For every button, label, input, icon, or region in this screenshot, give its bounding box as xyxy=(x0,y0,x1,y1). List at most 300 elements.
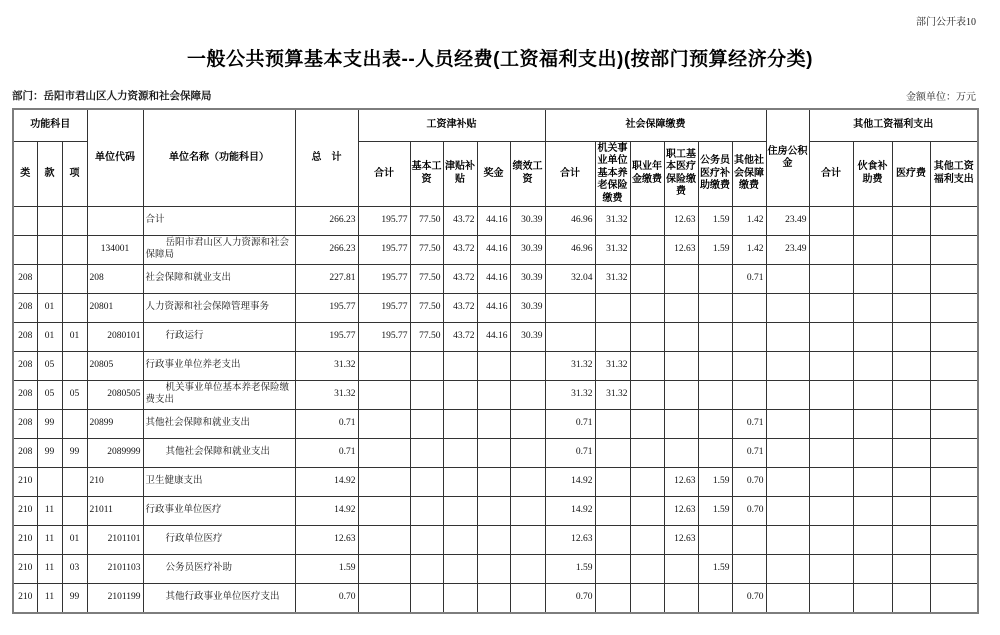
cell-other-welfare-total xyxy=(809,555,853,584)
cell-annuity-contrib xyxy=(630,207,664,236)
cell-performance-wage xyxy=(510,497,545,526)
page-title: 一般公共预算基本支出表--人员经费(工资福利支出)(按部门预算经济分类) xyxy=(187,49,813,70)
cell-other-ss-contrib: 1.42 xyxy=(732,207,766,236)
cell-xiang xyxy=(62,236,87,265)
cell-lei: 208 xyxy=(13,410,37,439)
cell-housing-fund xyxy=(766,468,809,497)
cell-medical-fee xyxy=(892,236,930,265)
cell-other-wage-welfare xyxy=(930,584,978,613)
cell-food-subsidy xyxy=(853,323,892,352)
cell-xiang xyxy=(62,294,87,323)
amount-unit-label: 金额单位：万元 xyxy=(906,92,976,103)
cell-other-welfare-total xyxy=(809,236,853,265)
col-header-pension-contrib: 机关事业单位基本养老保险缴费 xyxy=(595,141,630,207)
cell-kuan: 11 xyxy=(37,526,62,555)
cell-social-security-total: 31.32 xyxy=(545,381,595,410)
cell-medical-insurance-contrib xyxy=(664,555,698,584)
cell-allowance xyxy=(443,410,477,439)
cell-medical-fee xyxy=(892,497,930,526)
cell-annuity-contrib xyxy=(630,236,664,265)
cell-other-wage-welfare xyxy=(930,323,978,352)
cell-allowance xyxy=(443,381,477,410)
department-label: 部门：岳阳市君山区人力资源和社会保障局 xyxy=(12,90,212,102)
cell-pension-contrib xyxy=(595,294,630,323)
cell-social-security-total xyxy=(545,323,595,352)
cell-civil-servant-medical-contrib: 1.59 xyxy=(698,468,732,497)
cell-food-subsidy xyxy=(853,526,892,555)
cell-kuan: 05 xyxy=(37,381,62,410)
cell-medical-fee xyxy=(892,294,930,323)
cell-unit-name: 行政运行 xyxy=(143,323,295,352)
col-header-annuity-contrib: 职业年金缴费 xyxy=(630,141,664,207)
cell-medical-fee xyxy=(892,526,930,555)
cell-wage-subsidy-total: 195.77 xyxy=(358,323,410,352)
table-row xyxy=(13,265,978,294)
cell-medical-fee xyxy=(892,468,930,497)
col-header-medical-insurance-contrib: 职工基本医疗保险缴费 xyxy=(664,141,698,207)
cell-basic-wage xyxy=(410,584,443,613)
cell-medical-insurance-contrib xyxy=(664,439,698,468)
cell-annuity-contrib xyxy=(630,381,664,410)
cell-performance-wage: 30.39 xyxy=(510,294,545,323)
table-row xyxy=(13,526,978,555)
cell-kuan: 01 xyxy=(37,323,62,352)
cell-allowance: 43.72 xyxy=(443,236,477,265)
cell-housing-fund xyxy=(766,526,809,555)
header-group-row xyxy=(13,109,978,141)
cell-other-welfare-total xyxy=(809,352,853,381)
cell-kuan xyxy=(37,236,62,265)
table-row xyxy=(13,468,978,497)
cell-other-wage-welfare xyxy=(930,555,978,584)
cell-medical-fee xyxy=(892,352,930,381)
cell-housing-fund xyxy=(766,555,809,584)
cell-basic-wage: 77.50 xyxy=(410,294,443,323)
cell-bonus xyxy=(477,352,510,381)
cell-xiang: 99 xyxy=(62,584,87,613)
cell-medical-fee xyxy=(892,265,930,294)
cell-medical-insurance-contrib xyxy=(664,265,698,294)
cell-unit-code: 2080505 xyxy=(87,381,143,410)
cell-xiang xyxy=(62,410,87,439)
cell-civil-servant-medical-contrib xyxy=(698,526,732,555)
col-header-total: 总 计 xyxy=(295,109,358,207)
cell-food-subsidy xyxy=(853,584,892,613)
cell-lei: 208 xyxy=(13,323,37,352)
cell-other-wage-welfare xyxy=(930,207,978,236)
cell-total: 14.92 xyxy=(295,468,358,497)
cell-basic-wage: 77.50 xyxy=(410,265,443,294)
cell-bonus: 44.16 xyxy=(477,207,510,236)
cell-other-ss-contrib xyxy=(732,294,766,323)
cell-performance-wage xyxy=(510,468,545,497)
cell-medical-insurance-contrib xyxy=(664,410,698,439)
cell-xiang xyxy=(62,265,87,294)
cell-unit-code: 2101101 xyxy=(87,526,143,555)
cell-food-subsidy xyxy=(853,265,892,294)
cell-medical-insurance-contrib xyxy=(664,294,698,323)
cell-social-security-total: 0.71 xyxy=(545,410,595,439)
cell-wage-subsidy-total xyxy=(358,352,410,381)
cell-allowance: 43.72 xyxy=(443,265,477,294)
cell-total: 12.63 xyxy=(295,526,358,555)
cell-lei: 210 xyxy=(13,497,37,526)
cell-allowance xyxy=(443,584,477,613)
cell-unit-code: 21011 xyxy=(87,497,143,526)
col-header-other-wage-welfare: 其他工资福利支出 xyxy=(930,141,978,207)
cell-lei: 210 xyxy=(13,526,37,555)
cell-bonus xyxy=(477,381,510,410)
cell-kuan: 05 xyxy=(37,352,62,381)
cell-pension-contrib: 31.32 xyxy=(595,207,630,236)
cell-other-wage-welfare xyxy=(930,294,978,323)
cell-wage-subsidy-total: 195.77 xyxy=(358,265,410,294)
cell-lei xyxy=(13,207,37,236)
cell-kuan: 11 xyxy=(37,555,62,584)
cell-basic-wage xyxy=(410,410,443,439)
cell-xiang: 99 xyxy=(62,439,87,468)
cell-unit-code: 2101103 xyxy=(87,555,143,584)
cell-basic-wage xyxy=(410,352,443,381)
cell-wage-subsidy-total xyxy=(358,439,410,468)
cell-basic-wage xyxy=(410,555,443,584)
cell-allowance: 43.72 xyxy=(443,294,477,323)
cell-other-wage-welfare xyxy=(930,410,978,439)
cell-performance-wage xyxy=(510,410,545,439)
cell-food-subsidy xyxy=(853,439,892,468)
cell-unit-name: 岳阳市君山区人力资源和社会保障局 xyxy=(143,236,295,265)
cell-lei xyxy=(13,236,37,265)
cell-total: 0.71 xyxy=(295,439,358,468)
cell-kuan xyxy=(37,207,62,236)
cell-pension-contrib: 31.32 xyxy=(595,236,630,265)
cell-medical-insurance-contrib: 12.63 xyxy=(664,207,698,236)
cell-xiang: 01 xyxy=(62,323,87,352)
cell-other-welfare-total xyxy=(809,468,853,497)
cell-total: 195.77 xyxy=(295,294,358,323)
cell-annuity-contrib xyxy=(630,555,664,584)
cell-civil-servant-medical-contrib xyxy=(698,410,732,439)
cell-medical-fee xyxy=(892,207,930,236)
cell-performance-wage xyxy=(510,439,545,468)
cell-unit-code: 208 xyxy=(87,265,143,294)
cell-wage-subsidy-total xyxy=(358,497,410,526)
cell-wage-subsidy-total xyxy=(358,410,410,439)
cell-other-wage-welfare xyxy=(930,526,978,555)
cell-unit-name: 行政单位医疗 xyxy=(143,526,295,555)
cell-medical-insurance-contrib: 12.63 xyxy=(664,526,698,555)
cell-housing-fund xyxy=(766,294,809,323)
table-row xyxy=(13,236,978,265)
cell-other-wage-welfare xyxy=(930,439,978,468)
cell-civil-servant-medical-contrib xyxy=(698,439,732,468)
cell-lei: 210 xyxy=(13,468,37,497)
cell-other-wage-welfare xyxy=(930,236,978,265)
cell-kuan xyxy=(37,265,62,294)
cell-total: 266.23 xyxy=(295,207,358,236)
cell-unit-name: 社会保障和就业支出 xyxy=(143,265,295,294)
cell-other-wage-welfare xyxy=(930,468,978,497)
cell-pension-contrib: 31.32 xyxy=(595,265,630,294)
cell-wage-subsidy-total xyxy=(358,584,410,613)
col-header-other-welfare-group: 其他工资福利支出 xyxy=(809,109,978,141)
cell-other-welfare-total xyxy=(809,381,853,410)
cell-other-wage-welfare xyxy=(930,497,978,526)
cell-other-wage-welfare xyxy=(930,265,978,294)
cell-food-subsidy xyxy=(853,468,892,497)
cell-wage-subsidy-total: 195.77 xyxy=(358,294,410,323)
cell-bonus: 44.16 xyxy=(477,294,510,323)
cell-pension-contrib: 31.32 xyxy=(595,381,630,410)
cell-other-ss-contrib: 0.70 xyxy=(732,497,766,526)
cell-pension-contrib xyxy=(595,439,630,468)
budget-table xyxy=(12,108,979,614)
cell-medical-insurance-contrib: 12.63 xyxy=(664,236,698,265)
table-row xyxy=(13,439,978,468)
cell-xiang: 01 xyxy=(62,526,87,555)
cell-basic-wage xyxy=(410,439,443,468)
table-row xyxy=(13,352,978,381)
cell-xiang: 05 xyxy=(62,381,87,410)
cell-performance-wage xyxy=(510,352,545,381)
col-header-kuan: 款 xyxy=(37,141,62,207)
cell-other-ss-contrib: 1.42 xyxy=(732,236,766,265)
cell-unit-code: 210 xyxy=(87,468,143,497)
col-header-xiang: 项 xyxy=(62,141,87,207)
cell-total: 0.71 xyxy=(295,410,358,439)
cell-unit-name: 其他社会保障和就业支出 xyxy=(143,410,295,439)
cell-housing-fund: 23.49 xyxy=(766,207,809,236)
cell-medical-fee xyxy=(892,323,930,352)
cell-performance-wage xyxy=(510,555,545,584)
cell-unit-code: 20805 xyxy=(87,352,143,381)
col-header-food-subsidy: 伙食补助费 xyxy=(853,141,892,207)
cell-annuity-contrib xyxy=(630,584,664,613)
col-header-allowance: 津贴补贴 xyxy=(443,141,477,207)
cell-food-subsidy xyxy=(853,381,892,410)
cell-unit-name: 公务员医疗补助 xyxy=(143,555,295,584)
cell-medical-insurance-contrib: 12.63 xyxy=(664,468,698,497)
cell-unit-name: 合计 xyxy=(143,207,295,236)
col-header-social-security-group: 社会保障缴费 xyxy=(545,109,766,141)
cell-housing-fund xyxy=(766,410,809,439)
cell-civil-servant-medical-contrib xyxy=(698,381,732,410)
cell-bonus xyxy=(477,526,510,555)
cell-total: 1.59 xyxy=(295,555,358,584)
cell-annuity-contrib xyxy=(630,468,664,497)
cell-basic-wage xyxy=(410,497,443,526)
col-header-bonus: 奖金 xyxy=(477,141,510,207)
cell-kuan: 01 xyxy=(37,294,62,323)
cell-allowance: 43.72 xyxy=(443,207,477,236)
table-row xyxy=(13,497,978,526)
cell-performance-wage: 30.39 xyxy=(510,265,545,294)
cell-social-security-total: 32.04 xyxy=(545,265,595,294)
cell-unit-code: 134001 xyxy=(87,236,143,265)
col-header-civil-servant-medical-contrib: 公务员医疗补助缴费 xyxy=(698,141,732,207)
cell-housing-fund xyxy=(766,265,809,294)
cell-medical-fee xyxy=(892,584,930,613)
cell-food-subsidy xyxy=(853,555,892,584)
cell-unit-name: 人力资源和社会保障管理事务 xyxy=(143,294,295,323)
cell-unit-code: 20899 xyxy=(87,410,143,439)
cell-other-ss-contrib: 0.71 xyxy=(732,439,766,468)
cell-bonus xyxy=(477,584,510,613)
cell-performance-wage: 30.39 xyxy=(510,236,545,265)
table-row xyxy=(13,584,978,613)
cell-bonus xyxy=(477,410,510,439)
cell-performance-wage xyxy=(510,381,545,410)
cell-xiang: 03 xyxy=(62,555,87,584)
cell-bonus xyxy=(477,555,510,584)
cell-annuity-contrib xyxy=(630,526,664,555)
cell-pension-contrib xyxy=(595,410,630,439)
cell-basic-wage: 77.50 xyxy=(410,236,443,265)
cell-civil-servant-medical-contrib: 1.59 xyxy=(698,236,732,265)
cell-other-welfare-total xyxy=(809,439,853,468)
cell-other-ss-contrib: 0.70 xyxy=(732,468,766,497)
cell-unit-code: 2089999 xyxy=(87,439,143,468)
table-row xyxy=(13,294,978,323)
cell-housing-fund: 23.49 xyxy=(766,236,809,265)
cell-total: 266.23 xyxy=(295,236,358,265)
cell-unit-name: 卫生健康支出 xyxy=(143,468,295,497)
cell-housing-fund xyxy=(766,352,809,381)
cell-lei: 208 xyxy=(13,294,37,323)
cell-civil-servant-medical-contrib xyxy=(698,584,732,613)
cell-bonus: 44.16 xyxy=(477,265,510,294)
cell-social-security-total xyxy=(545,294,595,323)
cell-medical-insurance-contrib xyxy=(664,323,698,352)
cell-other-wage-welfare xyxy=(930,381,978,410)
cell-other-ss-contrib: 0.70 xyxy=(732,584,766,613)
table-row xyxy=(13,207,978,236)
cell-pension-contrib xyxy=(595,555,630,584)
cell-total: 195.77 xyxy=(295,323,358,352)
cell-other-ss-contrib xyxy=(732,381,766,410)
table-row xyxy=(13,381,978,410)
cell-social-security-total: 31.32 xyxy=(545,352,595,381)
cell-civil-servant-medical-contrib xyxy=(698,323,732,352)
cell-annuity-contrib xyxy=(630,265,664,294)
cell-housing-fund xyxy=(766,497,809,526)
cell-other-wage-welfare xyxy=(930,352,978,381)
cell-wage-subsidy-total: 195.77 xyxy=(358,207,410,236)
col-header-other-welfare-total: 合计 xyxy=(809,141,853,207)
cell-civil-servant-medical-contrib: 1.59 xyxy=(698,555,732,584)
table-body xyxy=(13,207,978,613)
cell-lei: 208 xyxy=(13,381,37,410)
cell-total: 31.32 xyxy=(295,381,358,410)
cell-bonus: 44.16 xyxy=(477,236,510,265)
col-header-wage-group: 工资津补贴 xyxy=(358,109,545,141)
cell-performance-wage: 30.39 xyxy=(510,323,545,352)
col-header-ss-total: 合计 xyxy=(545,141,595,207)
cell-bonus: 44.16 xyxy=(477,323,510,352)
cell-allowance xyxy=(443,497,477,526)
cell-other-ss-contrib: 0.71 xyxy=(732,410,766,439)
cell-lei: 208 xyxy=(13,352,37,381)
cell-lei: 208 xyxy=(13,439,37,468)
cell-civil-servant-medical-contrib xyxy=(698,294,732,323)
cell-unit-code xyxy=(87,207,143,236)
cell-total: 14.92 xyxy=(295,497,358,526)
cell-unit-code: 2101199 xyxy=(87,584,143,613)
cell-allowance xyxy=(443,352,477,381)
cell-allowance xyxy=(443,555,477,584)
col-header-lei: 类 xyxy=(13,141,37,207)
cell-total: 0.70 xyxy=(295,584,358,613)
cell-social-security-total: 0.70 xyxy=(545,584,595,613)
cell-allowance xyxy=(443,468,477,497)
cell-unit-code: 20801 xyxy=(87,294,143,323)
cell-medical-insurance-contrib xyxy=(664,584,698,613)
cell-social-security-total: 14.92 xyxy=(545,497,595,526)
cell-other-ss-contrib xyxy=(732,352,766,381)
cell-lei: 210 xyxy=(13,584,37,613)
cell-social-security-total: 14.92 xyxy=(545,468,595,497)
cell-wage-subsidy-total xyxy=(358,526,410,555)
cell-bonus xyxy=(477,497,510,526)
cell-medical-fee xyxy=(892,381,930,410)
cell-other-ss-contrib: 0.71 xyxy=(732,265,766,294)
cell-unit-name: 行政事业单位养老支出 xyxy=(143,352,295,381)
cell-wage-subsidy-total xyxy=(358,555,410,584)
cell-allowance: 43.72 xyxy=(443,323,477,352)
cell-total: 31.32 xyxy=(295,352,358,381)
cell-other-welfare-total xyxy=(809,584,853,613)
cell-xiang xyxy=(62,497,87,526)
cell-lei: 208 xyxy=(13,265,37,294)
cell-annuity-contrib xyxy=(630,497,664,526)
col-header-unit-code: 单位代码 xyxy=(87,109,143,207)
cell-social-security-total: 46.96 xyxy=(545,236,595,265)
col-header-wage-total: 合计 xyxy=(358,141,410,207)
cell-other-ss-contrib xyxy=(732,555,766,584)
cell-pension-contrib xyxy=(595,526,630,555)
meta-row xyxy=(12,88,976,103)
cell-annuity-contrib xyxy=(630,352,664,381)
cell-unit-name: 机关事业单位基本养老保险缴费支出 xyxy=(143,381,295,410)
cell-other-ss-contrib xyxy=(732,323,766,352)
cell-food-subsidy xyxy=(853,352,892,381)
cell-bonus xyxy=(477,468,510,497)
cell-food-subsidy xyxy=(853,207,892,236)
cell-annuity-contrib xyxy=(630,439,664,468)
cell-civil-servant-medical-contrib xyxy=(698,265,732,294)
cell-other-welfare-total xyxy=(809,526,853,555)
cell-basic-wage xyxy=(410,381,443,410)
cell-social-security-total: 1.59 xyxy=(545,555,595,584)
cell-basic-wage: 77.50 xyxy=(410,207,443,236)
table-row xyxy=(13,323,978,352)
cell-other-welfare-total xyxy=(809,497,853,526)
cell-xiang xyxy=(62,207,87,236)
cell-lei: 210 xyxy=(13,555,37,584)
cell-social-security-total: 12.63 xyxy=(545,526,595,555)
table-row xyxy=(13,410,978,439)
cell-civil-servant-medical-contrib: 1.59 xyxy=(698,207,732,236)
cell-social-security-total: 0.71 xyxy=(545,439,595,468)
cell-annuity-contrib xyxy=(630,294,664,323)
cell-food-subsidy xyxy=(853,497,892,526)
cell-wage-subsidy-total xyxy=(358,381,410,410)
cell-other-ss-contrib xyxy=(732,526,766,555)
cell-pension-contrib: 31.32 xyxy=(595,352,630,381)
col-header-medical-fee: 医疗费 xyxy=(892,141,930,207)
cell-food-subsidy xyxy=(853,236,892,265)
cell-housing-fund xyxy=(766,381,809,410)
